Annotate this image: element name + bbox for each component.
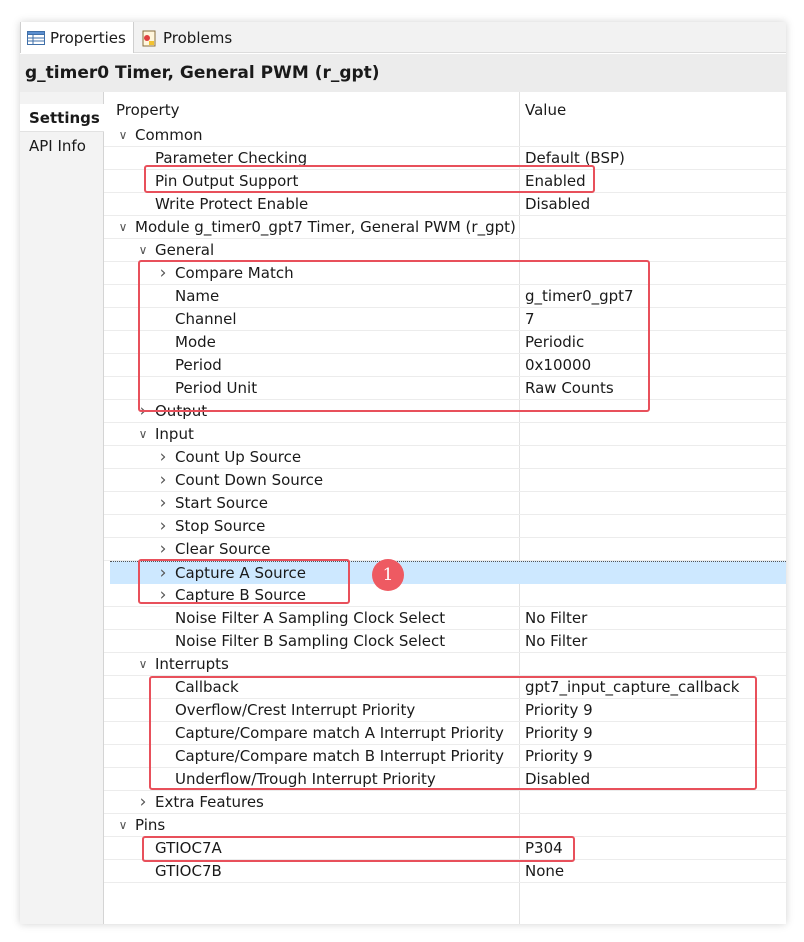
table-row[interactable] — [104, 354, 786, 377]
table-row[interactable] — [104, 147, 786, 170]
table-row[interactable] — [104, 653, 786, 676]
property-label: Write Protect Enable — [155, 195, 309, 213]
table-row[interactable] — [104, 630, 786, 653]
property-value[interactable]: Priority 9 — [525, 747, 593, 765]
table-row[interactable] — [104, 745, 786, 768]
table-header — [104, 99, 786, 122]
side-tab-api-info-label: API Info — [29, 137, 86, 155]
property-label: Capture/Compare match A Interrupt Priority — [175, 724, 504, 742]
property-label: GTIOC7A — [155, 839, 222, 857]
table-row[interactable] — [104, 791, 786, 814]
tab-problems-label: Problems — [163, 28, 233, 47]
property-value[interactable]: g_timer0_gpt7 — [525, 287, 634, 305]
property-label: Parameter Checking — [155, 149, 308, 167]
tab-properties[interactable] — [20, 22, 134, 53]
table-row[interactable] — [104, 239, 786, 262]
property-label: Mode — [175, 333, 216, 351]
property-value[interactable]: 7 — [525, 310, 535, 328]
annotation-badge: 1 — [372, 559, 404, 591]
table-row[interactable] — [104, 377, 786, 400]
tab-properties-label: Properties — [50, 28, 126, 47]
view-tab-bar — [20, 22, 786, 53]
property-label: Capture A Source — [175, 564, 306, 582]
table-row[interactable] — [104, 400, 786, 423]
property-label: Period — [175, 356, 222, 374]
column-header-property[interactable]: Property — [116, 101, 180, 119]
property-value[interactable]: P304 — [525, 839, 563, 857]
table-row[interactable] — [104, 331, 786, 354]
property-label: Pin Output Support — [155, 172, 299, 190]
property-value[interactable]: No Filter — [525, 632, 588, 650]
property-table — [104, 92, 786, 924]
chevron-right-icon[interactable]: › — [159, 516, 167, 536]
property-label: Clear Source — [175, 540, 271, 558]
table-row[interactable] — [104, 285, 786, 308]
property-label: Period Unit — [175, 379, 258, 397]
table-row[interactable] — [104, 860, 786, 883]
table-row[interactable] — [104, 446, 786, 469]
chevron-down-icon[interactable]: ∨ — [138, 657, 148, 671]
property-label: Noise Filter B Sampling Clock Select — [175, 632, 446, 650]
property-label: Stop Source — [175, 517, 266, 535]
property-value[interactable]: Priority 9 — [525, 724, 593, 742]
chevron-down-icon[interactable]: ∨ — [138, 427, 148, 441]
table-row[interactable] — [104, 814, 786, 837]
property-label: Callback — [175, 678, 239, 696]
chevron-right-icon[interactable]: › — [159, 263, 167, 283]
property-label: Extra Features — [155, 793, 264, 811]
table-row[interactable] — [104, 216, 786, 239]
property-label: Capture/Compare match B Interrupt Priority — [175, 747, 504, 765]
table-row[interactable] — [104, 538, 786, 561]
table-row[interactable] — [104, 308, 786, 331]
property-value[interactable]: No Filter — [525, 609, 588, 627]
property-label: Capture B Source — [175, 586, 306, 604]
chevron-down-icon[interactable]: ∨ — [138, 243, 148, 257]
property-value[interactable]: Enabled — [525, 172, 586, 190]
table-row[interactable] — [104, 607, 786, 630]
property-label: Common — [135, 126, 203, 144]
table-row[interactable] — [104, 124, 786, 147]
property-value[interactable]: Priority 9 — [525, 701, 593, 719]
property-label: Underflow/Trough Interrupt Priority — [175, 770, 436, 788]
property-label: Pins — [135, 816, 166, 834]
property-label: Module g_timer0_gpt7 Timer, General PWM (r_gpt) — [135, 218, 516, 236]
chevron-right-icon[interactable]: › — [159, 493, 167, 513]
table-row[interactable] — [104, 722, 786, 745]
property-label: Count Up Source — [175, 448, 302, 466]
property-label: Noise Filter A Sampling Clock Select — [175, 609, 446, 627]
tab-problems[interactable] — [134, 22, 244, 53]
table-row[interactable] — [104, 768, 786, 791]
chevron-down-icon[interactable]: ∨ — [118, 128, 128, 142]
property-label: General — [155, 241, 215, 259]
chevron-right-icon[interactable]: › — [159, 563, 167, 583]
table-row[interactable] — [104, 584, 786, 607]
property-value[interactable]: Default (BSP) — [525, 149, 625, 167]
table-row[interactable] — [104, 837, 786, 860]
property-label: Name — [175, 287, 220, 305]
property-value[interactable]: Periodic — [525, 333, 585, 351]
side-tab-api-info[interactable] — [20, 132, 104, 160]
chevron-right-icon[interactable]: › — [159, 539, 167, 559]
table-row[interactable] — [104, 492, 786, 515]
page-title: g_timer0 Timer, General PWM (r_gpt) — [20, 54, 786, 92]
property-value[interactable]: 0x10000 — [525, 356, 592, 374]
property-label: GTIOC7B — [155, 862, 222, 880]
table-row[interactable] — [104, 469, 786, 492]
chevron-right-icon[interactable]: › — [159, 585, 167, 605]
side-tab-settings[interactable] — [20, 104, 104, 132]
side-tab-settings-label: Settings — [29, 108, 100, 127]
property-value[interactable]: Disabled — [525, 195, 591, 213]
property-label: Count Down Source — [175, 471, 324, 489]
problems-icon — [140, 30, 158, 46]
chevron-right-icon[interactable]: › — [139, 401, 147, 421]
chevron-right-icon[interactable]: › — [159, 470, 167, 490]
properties-view — [20, 22, 786, 924]
property-label: Start Source — [175, 494, 268, 512]
property-label: Overflow/Crest Interrupt Priority — [175, 701, 416, 719]
chevron-down-icon[interactable]: ∨ — [118, 220, 128, 234]
property-value[interactable]: Disabled — [525, 770, 591, 788]
table-row[interactable] — [104, 423, 786, 446]
property-label: Channel — [175, 310, 237, 328]
table-row[interactable] — [110, 561, 786, 584]
table-row[interactable] — [104, 170, 786, 193]
table-row[interactable] — [104, 193, 786, 216]
chevron-down-icon[interactable]: ∨ — [118, 818, 128, 832]
property-value[interactable]: gpt7_input_capture_callback — [525, 678, 740, 696]
table-row[interactable] — [104, 515, 786, 538]
property-label: Output — [155, 402, 208, 420]
property-label: Input — [155, 425, 194, 443]
column-header-value[interactable]: Value — [525, 101, 567, 119]
chevron-right-icon[interactable]: › — [139, 792, 147, 812]
property-value[interactable]: None — [525, 862, 565, 880]
side-tab-list — [20, 92, 104, 924]
table-row[interactable] — [104, 699, 786, 722]
table-row[interactable] — [104, 262, 786, 285]
properties-table-icon — [27, 30, 45, 46]
property-label: Compare Match — [175, 264, 294, 282]
chevron-right-icon[interactable]: › — [159, 447, 167, 467]
property-label: Interrupts — [155, 655, 229, 673]
table-row[interactable] — [104, 676, 786, 699]
property-value[interactable]: Raw Counts — [525, 379, 614, 397]
